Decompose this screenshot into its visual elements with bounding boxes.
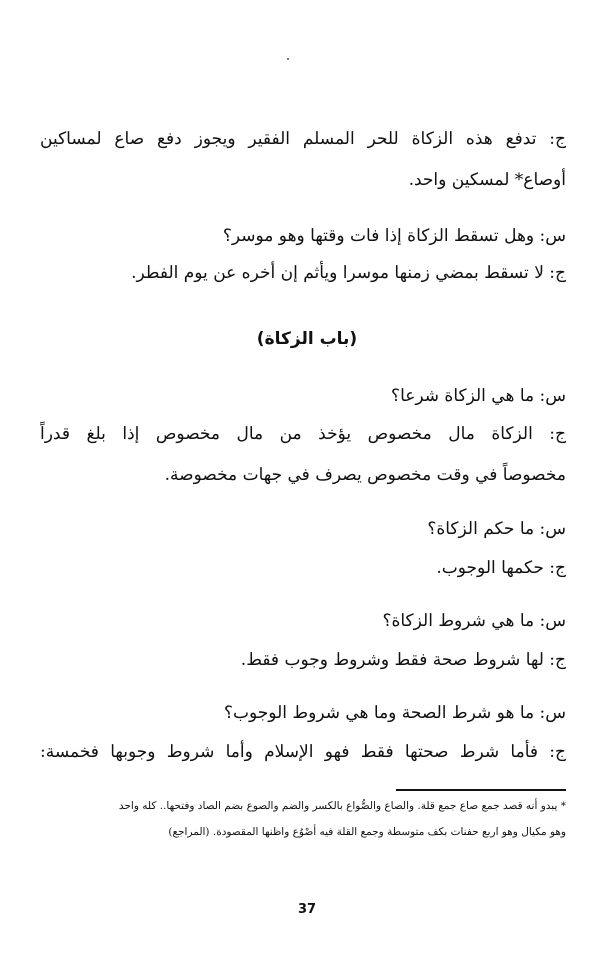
answer-line-2: أوصاع* لمسكين واحد.	[408, 170, 566, 190]
footnote-rule	[396, 789, 566, 791]
answer-line-13: ج: فأما شرط صحتها فقط فهو الإسلام وأما شروط وجوبها فخمسة:	[40, 742, 566, 762]
question-line-8: س: ما حكم الزكاة؟	[427, 519, 566, 539]
question-line-12: س: ما هو شرط الصحة وما هي شروط الوجوب؟	[223, 703, 566, 723]
decorative-dot	[287, 58, 289, 60]
answer-line-7: مخصوصاً في وقت مخصوص يصرف في جهات مخصوصة.	[164, 465, 566, 485]
answer-line-1: ج: تدفع هذه الزكاة للحر المسلم الفقير ويجوز دفع صاع لمساكين	[40, 129, 566, 149]
footnote-line-2: وهو مكيال وهو اربع حفنات بكف متوسطة وجمع القلة فيه أصْوُع واظنها المقصودة. (المراجع)	[168, 826, 566, 838]
answer-line-4: ج: لا تسقط بمضي زمنها موسرا ويأثم إن أخره عن يوم الفطر.	[131, 263, 566, 283]
footnote-line-1: * يبدو أنه قصد جمع صاع جمع قلة. والصاع والصُّواع بالكسر والضم والصوع بضم الصاد وفتحها.. كله واحد	[118, 800, 566, 812]
answer-line-6: ج: الزكاة مال مخصوص يؤخذ من مال مخصوص إذا بلغ قدراً	[40, 424, 566, 444]
question-line-3: س: وهل تسقط الزكاة إذا فات وقتها وهو موسر؟	[222, 226, 566, 246]
answer-line-9: ج: حكمها الوجوب.	[436, 558, 566, 578]
page-number: 37	[297, 902, 317, 917]
answer-line-11: ج: لها شروط صحة فقط وشروط وجوب فقط.	[240, 650, 566, 670]
question-line-5: س: ما هي الزكاة شرعا؟	[391, 386, 566, 406]
section-heading: (باب الزكاة)	[256, 329, 358, 349]
question-line-10: س: ما هي شروط الزكاة؟	[382, 611, 566, 631]
